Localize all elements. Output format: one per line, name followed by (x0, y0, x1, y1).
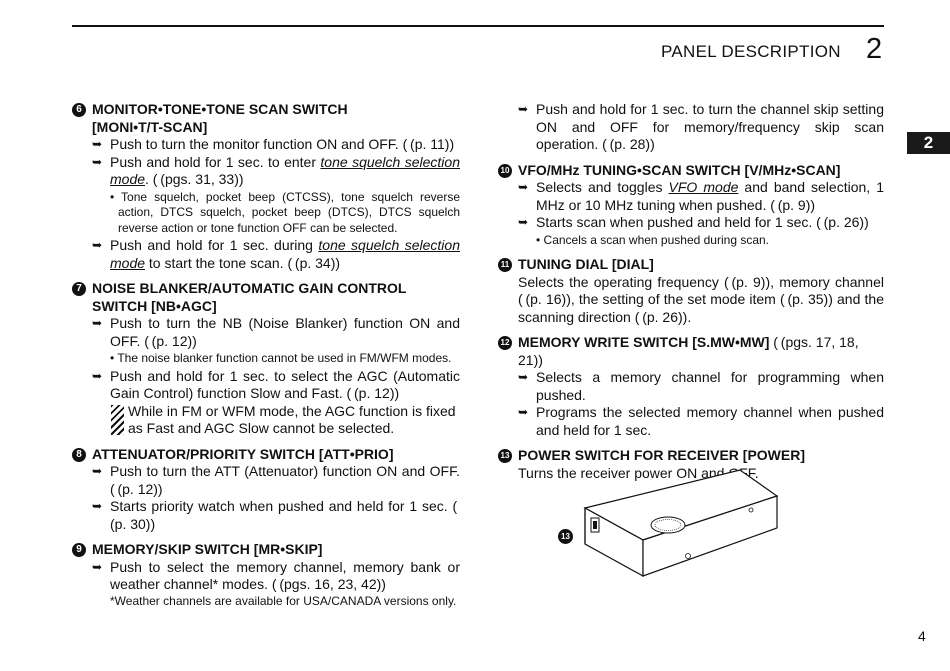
section-8 (72, 446, 460, 534)
header-rule (72, 25, 884, 27)
section-title: MEMORY/SKIP SWITCH [MR•SKIP] (92, 541, 323, 557)
sub-note: • The noise blanker function cannot be used in FM/WFM modes. (110, 351, 452, 365)
page-title: PANEL DESCRIPTION (661, 42, 841, 61)
list-item: ➥ Push to turn the NB (Noise Blanker) function ON and OFF. ( (p. 12)) (92, 315, 460, 349)
section-title: MONITOR•TONE•TONE SCAN SWITCH [MONI•T/T-SCAN] (92, 101, 348, 135)
section-number-badge: 10 (498, 164, 512, 178)
list-item: ➥ Selects and toggles VFO mode and band selection, 1 MHz or 10 MHz tuning when pushed. ( (p. 9)) (518, 179, 884, 213)
page-number: 4 (918, 628, 926, 644)
section-body: Turns the receiver power ON and OFF. (518, 464, 759, 481)
left-column (72, 101, 460, 609)
list-item: ➥ Push and hold for 1 sec. to enter tone squelch selection mode. ( (pgs. 31, 33)) (92, 153, 460, 187)
list-item: ➥ Push and hold for 1 sec. to select the AGC (Automatic Gain Control) function Slow and Fast. ( (p. 12)) (92, 367, 460, 401)
section-title: ATTENUATOR/PRIORITY SWITCH [ATT•PRIO] (92, 445, 394, 462)
arrow-bullet-icon: ➥ (92, 559, 103, 574)
section-6 (72, 101, 460, 272)
arrow-bullet-icon: ➥ (92, 154, 103, 169)
list-item: ➥ Selects a memory channel for programming when pushed. (518, 369, 884, 403)
section-11 (498, 256, 884, 326)
section-body: Selects the operating frequency ( (p. 9)), memory channel ( (p. 16)), the setting of the set mode item ( (p. 35)) and the scanning direction ( (p. 26)). (518, 273, 884, 325)
footnote: *Weather channels are available for USA/CANADA versions only. (110, 593, 457, 608)
section-title: TUNING DIAL [DIAL] (518, 256, 654, 272)
sub-note: • Tone squelch, pocket beep (CTCSS), tone squelch reverse action, DTCS squelch, pocket beep (DTCS), DTCS squelch reverse action or tone function OFF can be selected. (110, 189, 460, 235)
list-item: ➥ Push to select the memory channel, memory bank or weather channel* modes. ( (pgs. 16, 23, 42)) (92, 558, 460, 592)
section-9-continued (498, 101, 884, 154)
section-number-badge: 8 (72, 448, 86, 462)
list-item: ➥ Push and hold for 1 sec. during tone squelch selection mode to start the tone scan. ( (p. 34)) (92, 237, 460, 271)
list-item: ➥ Starts priority watch when pushed and held for 1 sec. ( (p. 30)) (92, 498, 460, 532)
arrow-bullet-icon: ➥ (92, 137, 103, 151)
section-10 (498, 162, 884, 249)
arrow-bullet-icon: ➥ (92, 238, 103, 252)
section-number-badge: 6 (72, 103, 86, 117)
arrow-bullet-icon: ➥ (92, 499, 103, 513)
sub-note: • Cancels a scan when pushed during scan. (536, 232, 770, 247)
arrow-bullet-icon: ➥ (92, 316, 103, 330)
section-number-badge: 11 (498, 258, 512, 272)
right-column (498, 101, 884, 482)
list-item: ➥ Push to turn the monitor function ON and OFF. ( (p. 11)) (92, 136, 455, 152)
section-title: VFO/MHz TUNING•SCAN SWITCH [V/MHz•SCAN] (518, 161, 841, 178)
section-title: POWER SWITCH FOR RECEIVER [POWER] (518, 447, 805, 463)
page-reference: ( (pgs. 17, 18, 21)) (518, 334, 859, 368)
section-9 (72, 541, 460, 609)
section-12 (498, 334, 884, 439)
list-item: ➥ Push to turn the ATT (Attenuator) function ON and OFF. ( (p. 12)) (92, 463, 460, 497)
list-item: ➥ Starts scan when pushed and held for 1 sec. ( (p. 26)) (518, 214, 869, 230)
section-title: MEMORY WRITE SWITCH [S.MW•MW] ( (pgs. 17, 18, 21)) (518, 334, 859, 368)
section-title: NOISE BLANKER/AUTOMATIC GAIN CONTROL SWITCH [NB•AGC] (92, 280, 407, 314)
term-link: tone squelch selection mode (110, 153, 460, 187)
chapter-number: 2 (866, 33, 883, 65)
arrow-bullet-icon: ➥ (518, 405, 529, 419)
section-number-badge: 9 (72, 543, 86, 557)
caution-hatch-icon (111, 405, 124, 435)
caution-note: While in FM or WFM mode, the AGC function is fixed as Fast and AGC Slow cannot be selected. (110, 403, 460, 438)
arrow-bullet-icon: ➥ (92, 464, 103, 478)
chapter-tab: 2 (907, 132, 950, 154)
term-link: VFO mode (668, 179, 739, 195)
list-item: ➥ Programs the selected memory channel when pushed and held for 1 sec. (518, 404, 884, 438)
term-link: tone squelch selection mode (110, 237, 460, 271)
section-number-badge: 12 (498, 336, 512, 350)
section-number-badge: 7 (72, 282, 86, 296)
arrow-bullet-icon: ➥ (518, 180, 529, 194)
receiver-illustration (555, 468, 785, 583)
section-7 (72, 280, 460, 438)
arrow-bullet-icon: ➥ (518, 215, 529, 229)
arrow-bullet-icon: ➥ (518, 370, 529, 384)
list-item: ➥ Push and hold for 1 sec. to turn the channel skip setting ON and OFF for memory/frequency skip scan operation. ( (p. 28)) (518, 101, 884, 152)
arrow-bullet-icon: ➥ (518, 102, 529, 116)
section-number-badge: 13 (498, 449, 512, 463)
arrow-bullet-icon: ➥ (92, 368, 103, 383)
figure-callout-badge: 13 (558, 529, 573, 544)
